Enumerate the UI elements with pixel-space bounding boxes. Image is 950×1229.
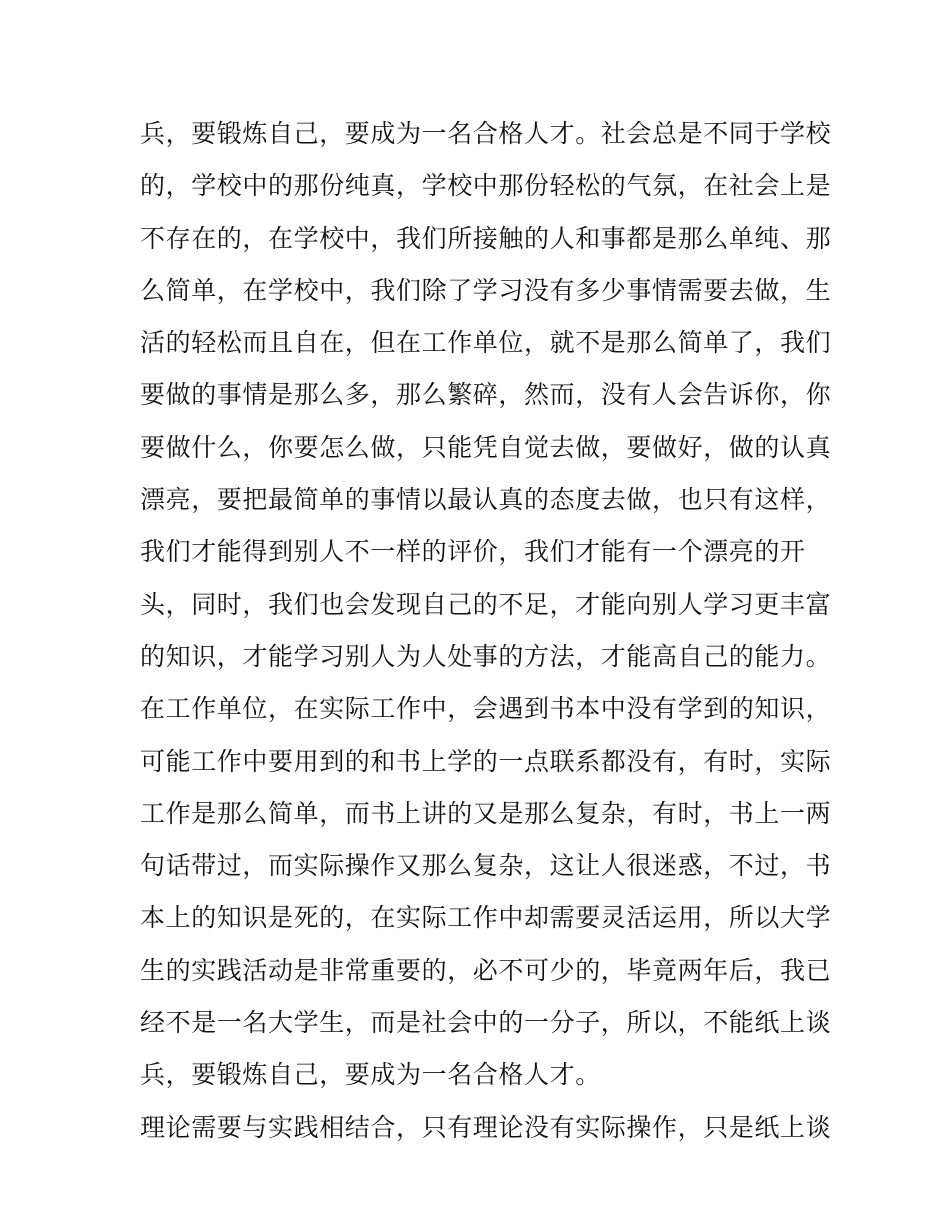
text-line: 的知识，才能学习别人为人处事的方法，才能高自己的能力。: [140, 641, 832, 671]
text-line: 活的轻松而且自在，但在工作单位，就不是那么简单了，我们: [140, 328, 832, 358]
text-line: 工作是那么简单，而书上讲的又是那么复杂，有时，书上一两: [140, 798, 832, 828]
text-line: 漂亮，要把最简单的事情以最认真的态度去做，也只有这样，: [140, 485, 832, 515]
text-line: 经不是一名大学生，而是社会中的一分子，所以，不能纸上谈: [140, 1008, 832, 1038]
text-line: 要做什么，你要怎么做，只能凭自觉去做，要做好，做的认真: [140, 432, 832, 462]
text-line: 本上的知识是死的，在实际工作中却需要灵活运用，所以大学: [140, 903, 832, 933]
text-line: 理论需要与实践相结合，只有理论没有实际操作，只是纸上谈: [140, 1112, 832, 1142]
text-line: 不存在的，在学校中，我们所接触的人和事都是那么单纯、那: [140, 223, 832, 253]
text-line: 兵，要锻炼自己，要成为一名合格人才。社会总是不同于学校: [140, 119, 832, 148]
text-line: 要做的事情是那么多，那么繁碎，然而，没有人会告诉你，你: [140, 380, 832, 410]
text-line: 生的实践活动是非常重要的，必不可少的，毕竟两年后，我已: [140, 955, 832, 985]
text-line: 句话带过，而实际操作又那么复杂，这让人很迷惑，不过，书: [140, 851, 832, 881]
body-text: [140, 108, 832, 1154]
text-line: 兵，要锻炼自己，要成为一名合格人才。: [140, 1060, 601, 1090]
text-line: 在工作单位，在实际工作中，会遇到书本中没有学到的知识，: [140, 694, 832, 724]
text-line: 可能工作中要用到的和书上学的一点联系都没有，有时，实际: [140, 746, 832, 776]
text-line: 的，学校中的那份纯真，学校中那份轻松的气氛，在社会上是: [140, 171, 832, 201]
text-line: 我们才能得到别人不一样的评价，我们才能有一个漂亮的开: [140, 537, 806, 567]
text-line: 么简单，在学校中，我们除了学习没有多少事情需要去做，生: [140, 275, 832, 305]
text-line: 头，同时，我们也会发现自己的不足，才能向别人学习更丰富: [140, 589, 832, 619]
